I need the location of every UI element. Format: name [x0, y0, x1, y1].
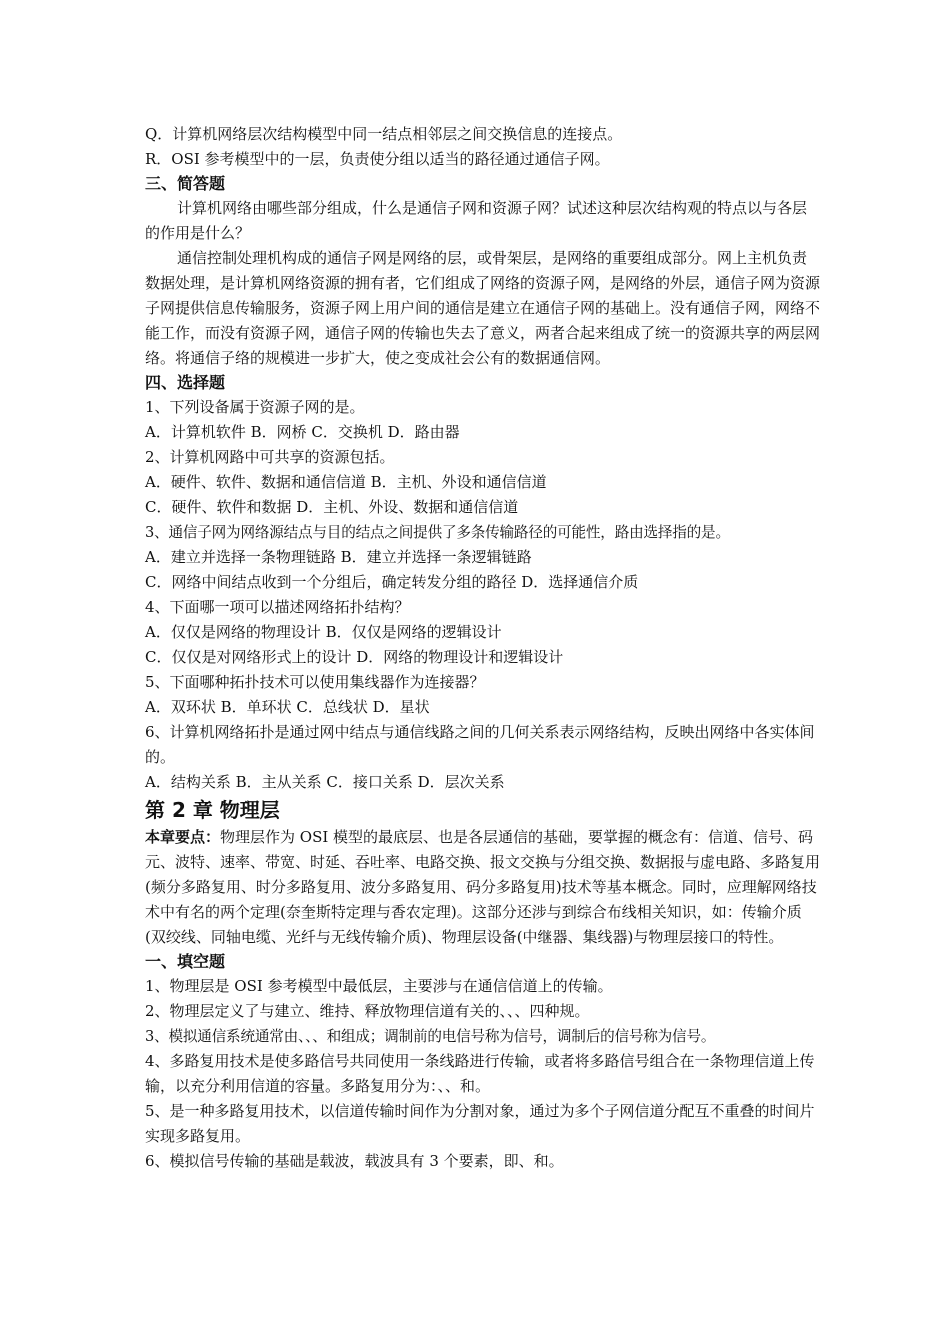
keypoints-label: 本章要点： — [145, 828, 221, 846]
mc-line: C．硬件、软件和数据 D．主机、外设、数据和通信信道 — [145, 498, 519, 516]
mc-line: 3、通信子网为网络源结点与目的结点之间提供了多条传输路径的可能性，路由选择指的是。 — [145, 524, 730, 541]
section-heading-fill-blank: 一、填空题 — [145, 952, 226, 971]
fill-question-3: 3、模拟通信系统通常由、、、和组成；调制前的电信号称为信号，调制后的信号称为信号。 — [145, 1028, 716, 1045]
fill-question-4: 4、多路复用技术是使多路信号共同使用一条线路进行传输，或者将多路信号组合在一条物理信道上传输，以充分利用信道的容量。多路复用分为：、、和。 — [145, 1052, 815, 1095]
fill-question-6: 6、模拟信号传输的基础是载波，载波具有 3 个要素，即、和。 — [145, 1152, 564, 1170]
mc-line: 2、计算机网路中可共享的资源包括。 — [145, 448, 395, 466]
mc-line: C．仅仅是对网络形式上的设计 D．网络的物理设计和逻辑设计 — [145, 648, 564, 666]
mc-line: 5、下面哪种拓扑技术可以使用集线器作为连接器？ — [145, 673, 485, 691]
option-r: R．OSI 参考模型中的一层，负责使分组以适当的路径通过通信子网。 — [145, 150, 610, 168]
fill-question-1: 1、物理层是 OSI 参考模型中最低层，主要涉与在通信信道上的传输。 — [145, 977, 613, 995]
mc-line: A．计算机软件 B．网桥 C．交换机 D．路由器 — [145, 423, 460, 441]
chapter-keypoints — [145, 825, 820, 950]
fill-question-2: 2、物理层定义了与建立、维持、释放物理信道有关的、、、四种规。 — [145, 1002, 590, 1020]
mc-line: 1、下列设备属于资源子网的是。 — [145, 398, 365, 416]
mc-line: C．网络中间结点收到一个分组后，确定转发分组的路径 D．选择通信介质 — [145, 573, 639, 591]
mc-line: A．建立并选择一条物理链路 B．建立并选择一条逻辑链路 — [145, 548, 532, 566]
mc-line: A．硬件、软件、数据和通信信道 B．主机、外设和通信信道 — [145, 473, 547, 491]
section-heading-short-answer: 三、简答题 — [145, 174, 226, 193]
chapter-title: 第 2 章 物理层 — [145, 798, 280, 822]
short-answer-answer: 通信控制处理机构成的通信子网是网络的层，或骨架层，是网络的重要组成部分。网上主机负责数据处理，是计算机网络资源的拥有者，它们组成了网络的资源子网，是网络的外层，通信子网为资源子网提供信息传输服务，资源子网上用户间的通信是建立在通信子网的基础上。没有通信子网，网络不能工作，而没有资源子网，通信子网的传输也失去了意义，两者合起来组成了统一的资源共享的两层网络。将通信子络的规模进一步扩大，使之变成社会公有的数据通信网。 — [145, 249, 821, 367]
mc-question-6-options: A．结构关系 B．主从关系 C．接口关系 D．层次关系 — [145, 773, 505, 791]
mc-line: A．双环状 B．单环状 C．总线状 D．星状 — [145, 698, 430, 716]
mc-line: A．仅仅是网络的物理设计 B．仅仅是网络的逻辑设计 — [145, 623, 502, 641]
mc-question-6: 6、计算机网络拓扑是通过网中结点与通信线路之间的几何关系表示网络结构，反映出网络中各实体间的。 — [145, 723, 815, 766]
section-heading-multiple-choice: 四、选择题 — [145, 373, 226, 392]
short-answer-question: 计算机网络由哪些部分组成，什么是通信子网和资源子网？试述这种层次结构观的特点以与各层的作用是什么？ — [145, 199, 808, 242]
keypoints-text: 物理层作为 OSI 模型的最底层、也是各层通信的基础，要掌握的概念有：信道、信号、码元、波特、速率、带宽、时延、吞吐率、电路交换、报文交换与分组交换、数据报与虚电路、多路复用(频分多路复用、时分多路复用、波分多路复用、码分多路复用)技术等基本概念。同时，应理解网络技术中有名的两个定理(奈奎斯特定理与香农定理)。这部分还涉与到综合布线相关知识，如：传输介质(双绞线、同轴电缆、光纤与无线传输介质)、物理层设备(中继器、集线器)与物理层接口的特性。 — [145, 828, 821, 946]
document-page — [145, 122, 820, 1174]
fill-question-5: 5、是一种多路复用技术，以信道传输时间作为分割对象，通过为多个子网信道分配互不重叠的时间片实现多路复用。 — [145, 1102, 815, 1145]
option-q: Q．计算机网络层次结构模型中同一结点相邻层之间交换信息的连接点。 — [145, 125, 623, 143]
mc-line: 4、下面哪一项可以描述网络拓扑结构？ — [145, 598, 410, 616]
